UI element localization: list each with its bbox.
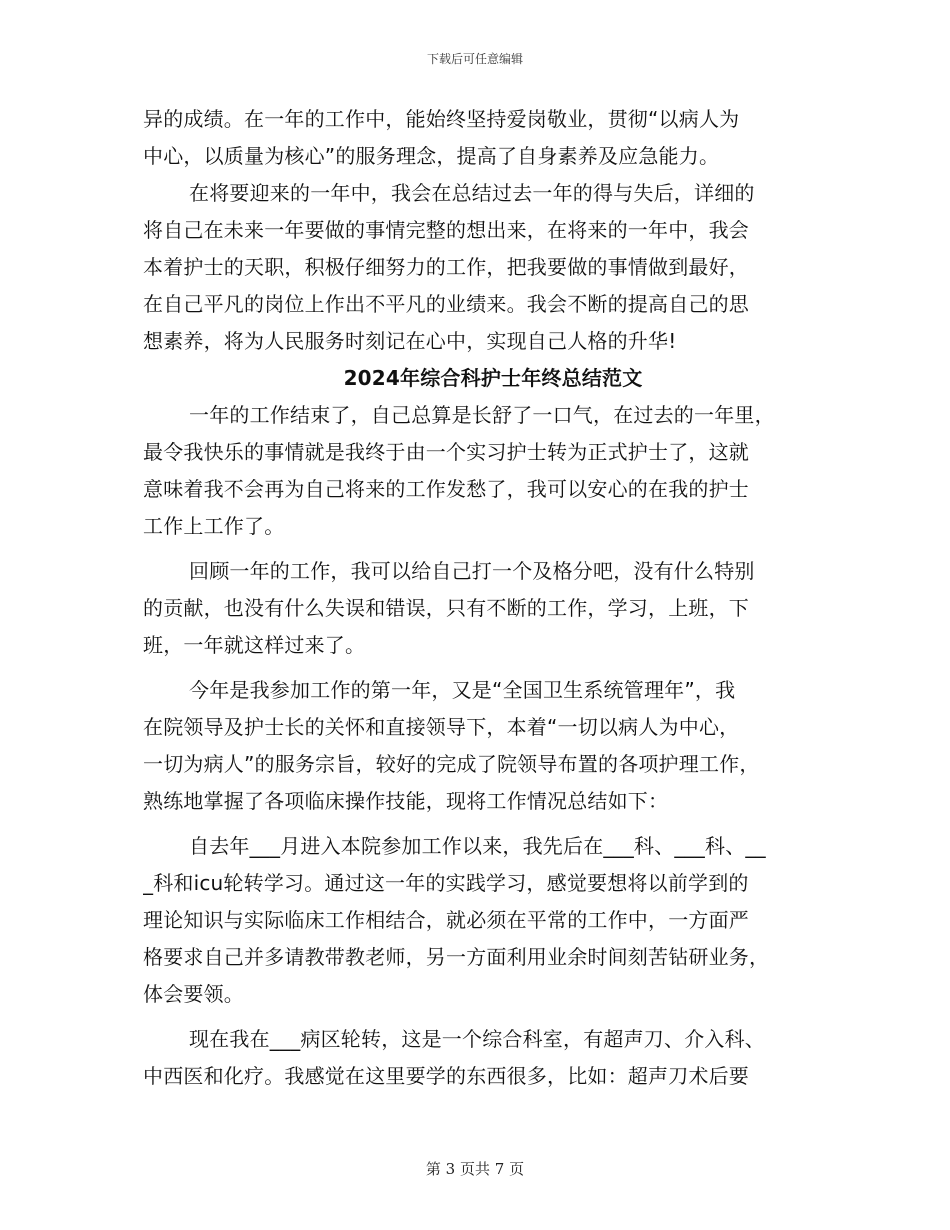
text-line: 中心，以质量为核心”的服务理念，提高了自身素养及应急能力。	[143, 144, 720, 168]
text-line: 一切为病人”的服务宗旨，较好的完成了院领导布置的各项护理工作，	[143, 752, 760, 776]
text-line: 自去年___月进入本院参加工作以来，我先后在___科、___科、__	[189, 834, 766, 858]
text-line: 班，一年就这样过来了。	[143, 633, 366, 657]
text-line: _科和icu轮转学习。通过这一年的实践学习，感觉要想将以前学到的	[143, 871, 749, 895]
text-line: 理论知识与实际临床工作相结合，就必须在平常的工作中，一方面严	[143, 908, 749, 932]
document-body	[143, 101, 803, 1095]
text-line: 工作上工作了。	[143, 514, 285, 538]
text-line: 将自己在未来一年要做的事情完整的想出来，在将来的一年中，我会	[143, 218, 749, 242]
text-line: 熟练地掌握了各项临床操作技能，现将工作情况总结如下：	[143, 789, 669, 813]
text-line: 格要求自己并多请教带教老师，另一方面利用业余时间刻苦钻研业务，	[143, 945, 770, 969]
text-line: 想素养，将为人民服务时刻记在心中，实现自己人格的升华!	[143, 329, 677, 353]
text-line: 一年的工作结束了，自己总算是长舒了一口气，在过去的一年里，	[189, 403, 775, 427]
text-line: 异的成绩。在一年的工作中，能始终坚持爱岗敬业，贯彻“以病人为	[143, 107, 740, 131]
page-header: 下载后可任意编辑	[426, 52, 523, 66]
page-footer: 第 3 页共 7 页	[425, 1160, 525, 1178]
text-line: 回顾一年的工作，我可以给自己打一个及格分吧，没有什么特别	[189, 559, 755, 583]
text-line: 在将要迎来的一年中，我会在总结过去一年的得与失后，详细的	[189, 181, 755, 205]
text-line: 中西医和化疗。我感觉在这里要学的东西很多，比如：超声刀术后要	[143, 1064, 749, 1088]
text-line: 现在我在___病区轮转，这是一个综合科室，有超声刀、介入科、	[189, 1027, 765, 1051]
text-line: 的贡献，也没有什么失误和错误，只有不断的工作，学习，上班，下	[143, 596, 749, 620]
text-line: 本着护士的天职，积极仔细努力的工作，把我要做的事情做到最好，	[143, 255, 749, 279]
text-line: 意味着我不会再为自己将来的工作发愁了，我可以安心的在我的护士	[143, 477, 749, 501]
text-line: 体会要领。	[143, 982, 244, 1006]
text-line: 在自己平凡的岗位上作出不平凡的业绩来。我会不断的提高自己的思	[143, 292, 749, 316]
text-line: 今年是我参加工作的第一年，又是“全国卫生系统管理年”，我	[189, 678, 736, 702]
text-line: 在院领导及护士长的关怀和直接领导下，本着“一切以病人为中心，	[143, 715, 740, 739]
section-title: 2024年综合科护士年终总结范文	[343, 366, 643, 390]
text-line: 最令我快乐的事情就是我终于由一个实习护士转为正式护士了，这就	[143, 440, 749, 464]
